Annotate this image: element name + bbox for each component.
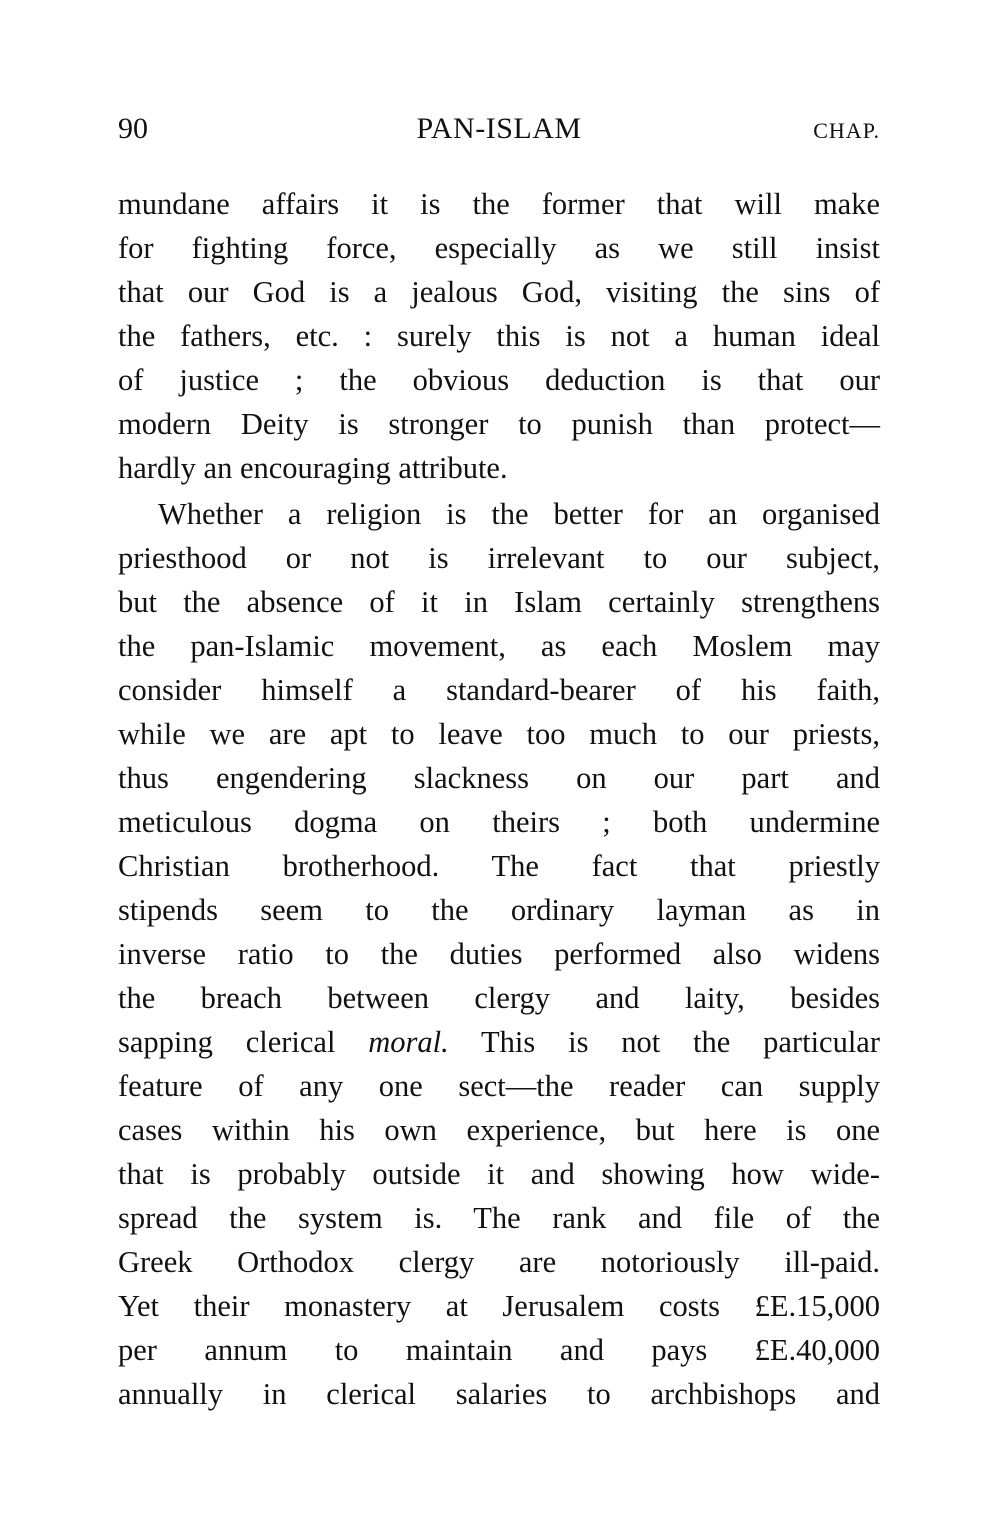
paragraph — [118, 182, 880, 490]
text-line: the fathers, etc. : surely this is not a human ideal — [118, 319, 880, 353]
text-line: for fighting force, especially as we still insist — [118, 231, 880, 265]
text-line: the pan-Islamic movement, as each Moslem may — [118, 629, 880, 663]
page-number: 90 — [118, 112, 148, 145]
text-line: hardly an encouraging attribute. — [118, 451, 508, 485]
text-line: annually in clerical salaries to archbishops and — [118, 1377, 880, 1411]
text-line: spread the system is. The rank and file of the — [118, 1201, 880, 1235]
text-line: Yet their monastery at Jerusalem costs £E.15,000 — [118, 1289, 880, 1323]
text-line: that our God is a jealous God, visiting the sins of — [118, 275, 880, 309]
running-header — [118, 112, 880, 152]
text-line: feature of any one sect—the reader can supply — [118, 1069, 880, 1103]
chapter-label: CHAP. — [813, 118, 880, 143]
text-line: modern Deity is stronger to punish than protect— — [118, 407, 880, 441]
text-line: per annum to maintain and pays £E.40,000 — [118, 1333, 880, 1367]
text-line: while we are apt to leave too much to our priests, — [118, 717, 880, 751]
text-line — [118, 1020, 880, 1064]
text-line: Greek Orthodox clergy are notoriously ill-paid. — [118, 1245, 880, 1279]
text-line: of justice ; the obvious deduction is that our — [118, 363, 880, 397]
text-line: thus engendering slackness on our part and — [118, 761, 880, 795]
paragraph — [118, 492, 880, 1416]
text-line: Christian brotherhood. The fact that priestly — [118, 849, 880, 883]
text-span: sapping clerical — [118, 1025, 369, 1059]
text-line: Whether a religion is the better for an organised — [158, 497, 880, 531]
text-line: inverse ratio to the duties performed also widens — [118, 937, 880, 971]
text-line: priesthood or not is irrelevant to our subject, — [118, 541, 880, 575]
running-title: PAN-ISLAM — [416, 112, 582, 145]
text-line: cases within his own experience, but here is one — [118, 1113, 880, 1147]
text-line: meticulous dogma on theirs ; both undermine — [118, 805, 880, 839]
text-line: the breach between clergy and laity, besides — [118, 981, 880, 1015]
italic-text: moral. — [368, 1025, 449, 1059]
text-span: This is not the particular — [448, 1025, 880, 1059]
text-line: consider himself a standard-bearer of his faith, — [118, 673, 880, 707]
text-line: but the absence of it in Islam certainly strengthens — [118, 585, 880, 619]
text-line: that is probably outside it and showing how wide- — [118, 1157, 880, 1191]
page-body — [118, 182, 880, 1416]
text-line: stipends seem to the ordinary layman as in — [118, 893, 880, 927]
text-line: mundane affairs it is the former that will make — [118, 187, 880, 221]
